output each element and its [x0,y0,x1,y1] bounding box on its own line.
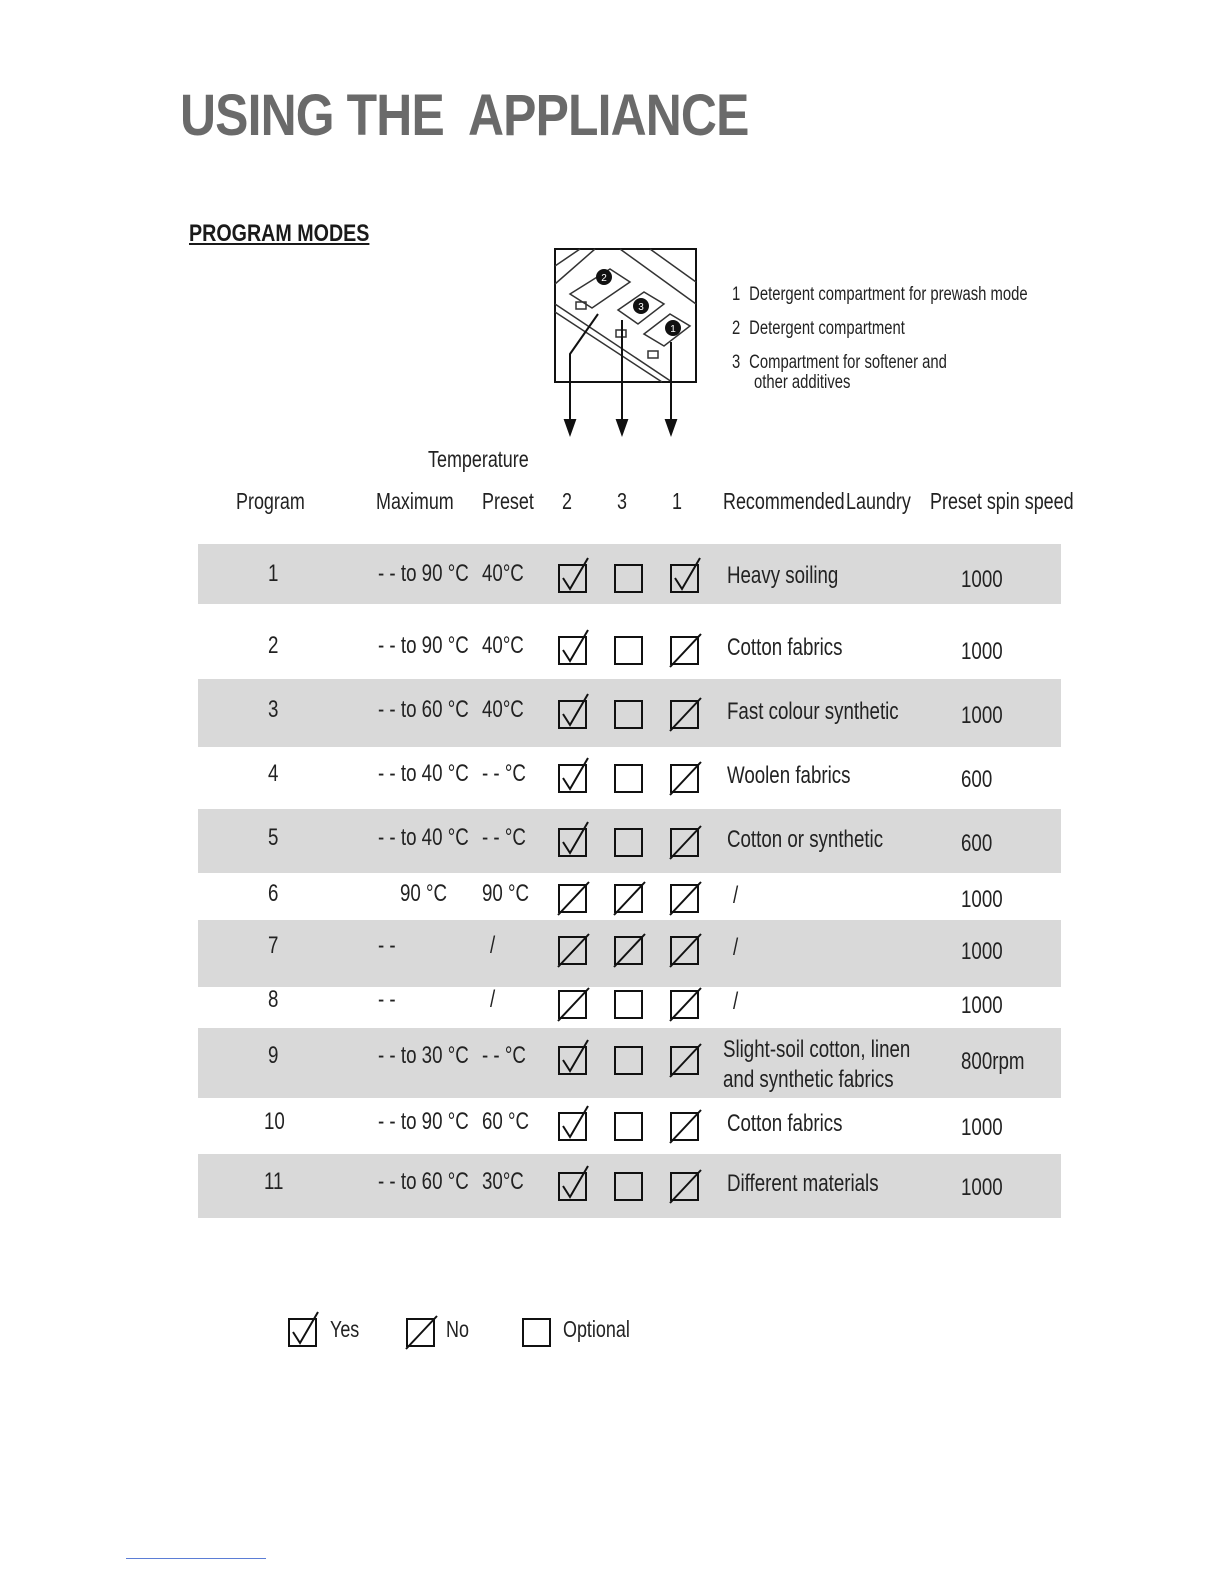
max-temperature: - - to 90 °C [378,1108,469,1135]
recommended-laundry: Cotton fabrics [727,634,843,661]
program-number: 3 [268,696,279,723]
compartment-2-yes-box [558,1046,587,1075]
compartment-1-yes-box [670,564,699,593]
compartment-1-no-box [670,1046,699,1075]
compartment-2-yes-box [558,764,587,793]
recommended-laundry: Slight-soil cotton, linen [723,1036,911,1063]
key-no-label: No [446,1316,469,1342]
compartment-3-optional-box [614,1046,643,1075]
compartment-3-optional-box [614,1172,643,1201]
program-number: 1 [268,560,279,587]
compartment-2-yes-box [558,564,587,593]
preset-temperature: / [490,986,496,1013]
key-yes-label: Yes [330,1316,360,1342]
compartment-1-no-box [670,884,699,913]
spin-speed: 1000 [961,638,1003,665]
recommended-laundry: Fast colour synthetic [727,698,899,725]
section-heading: PROGRAM MODES [189,220,370,247]
compartment-3-optional-box [614,828,643,857]
col-header-preset: Preset [482,488,534,514]
compartment-2-yes-box [558,636,587,665]
preset-temperature: 40°C [482,560,524,587]
page-title: USING THE APPLIANCE [180,83,749,148]
recommended-laundry: Heavy soiling [727,562,839,589]
compartment-1-no-box [670,936,699,965]
compartment-3-optional-box [614,990,643,1019]
key-no-box [406,1318,435,1347]
key-optional-label: Optional [563,1316,630,1342]
compartment-2-yes-box [558,828,587,857]
program-number: 5 [268,824,279,851]
preset-temperature: 60 °C [482,1108,530,1135]
compartment-2-yes-box [558,700,587,729]
key-yes-box [288,1318,317,1347]
max-temperature: - - to 90 °C [378,560,469,587]
max-temperature: - - to 40 °C [378,760,469,787]
compartment-1-no-box [670,990,699,1019]
compartment-2-yes-box [558,1172,587,1201]
max-temperature: - - to 30 °C [378,1042,469,1069]
compartment-2-no-box [558,990,587,1019]
compartment-3-optional-box [614,636,643,665]
compartment-2-no-box [558,936,587,965]
max-temperature: 90 °C [400,880,448,907]
preset-temperature: / [490,932,496,959]
spin-speed: 1000 [961,886,1003,913]
col-header-program: Program [236,488,305,514]
svg-text:1: 1 [670,324,676,335]
recommended-laundry: Cotton fabrics [727,1110,843,1137]
col-header-compartment-1: 1 [672,488,682,514]
program-number: 8 [268,986,279,1013]
col-header-recommended: Recommended [723,488,845,514]
recommended-laundry: / [733,934,739,961]
col-header-laundry: Laundry [846,488,911,514]
program-number: 9 [268,1042,279,1069]
spin-speed: 1000 [961,702,1003,729]
preset-temperature: 40°C [482,632,524,659]
spin-speed: 1000 [961,938,1003,965]
compartment-1-no-box [670,764,699,793]
preset-temperature: 90 °C [482,880,530,907]
spin-speed: 600 [961,766,993,793]
compartment-3-optional-box [614,1112,643,1141]
program-number: 11 [264,1168,284,1195]
recommended-laundry: Woolen fabrics [727,762,851,789]
spin-speed: 1000 [961,566,1003,593]
compartment-3-desc: 3 Compartment for softener and [732,352,947,373]
svg-text:3: 3 [638,302,644,313]
compartment-3-optional-box [614,564,643,593]
compartment-1-no-box [670,636,699,665]
svg-text:2: 2 [601,273,607,284]
compartment-3-no-box [614,884,643,913]
compartment-1-no-box [670,700,699,729]
key-optional-box [522,1318,551,1347]
max-temperature: - - to 40 °C [378,824,469,851]
compartment-3-no-box [614,936,643,965]
compartment-2-no-box [558,884,587,913]
compartment-3-desc-cont: other additives [754,372,851,393]
compartment-2-desc: 2 Detergent compartment [732,318,905,339]
recommended-laundry-cont: and synthetic fabrics [723,1066,894,1093]
col-header-spin-speed: Preset spin speed [930,488,1074,514]
spin-speed: 600 [961,830,993,857]
compartment-2-yes-box [558,1112,587,1141]
compartment-3-optional-box [614,764,643,793]
max-temperature: - - [378,932,396,959]
spin-speed: 800rpm [961,1048,1025,1075]
spin-speed: 1000 [961,1114,1003,1141]
max-temperature: - - to 90 °C [378,632,469,659]
max-temperature: - - to 60 °C [378,1168,469,1195]
preset-temperature: 40°C [482,696,524,723]
max-temperature: - - to 60 °C [378,696,469,723]
recommended-laundry: / [733,988,739,1015]
max-temperature: - - [378,986,396,1013]
footer-rule [126,1558,266,1559]
compartment-3-optional-box [614,700,643,729]
program-number: 4 [268,760,279,787]
program-number: 6 [268,880,279,907]
compartment-1-no-box [670,1172,699,1201]
recommended-laundry: Different materials [727,1170,879,1197]
program-number: 7 [268,932,279,959]
spin-speed: 1000 [961,992,1003,1019]
col-header-maximum: Maximum [376,488,454,514]
compartment-1-no-box [670,1112,699,1141]
detergent-drawer-diagram [540,244,715,440]
col-header-compartment-2: 2 [562,488,572,514]
temperature-group-header: Temperature [428,446,529,472]
recommended-laundry: Cotton or synthetic [727,826,884,853]
compartment-1-desc: 1 Detergent compartment for prewash mode [732,284,1028,305]
col-header-compartment-3: 3 [617,488,627,514]
program-number: 10 [264,1108,285,1135]
preset-temperature: - - °C [482,1042,526,1069]
preset-temperature: - - °C [482,824,526,851]
compartment-1-no-box [670,828,699,857]
preset-temperature: 30°C [482,1168,524,1195]
program-number: 2 [268,632,279,659]
spin-speed: 1000 [961,1174,1003,1201]
preset-temperature: - - °C [482,760,526,787]
recommended-laundry: / [733,882,739,909]
